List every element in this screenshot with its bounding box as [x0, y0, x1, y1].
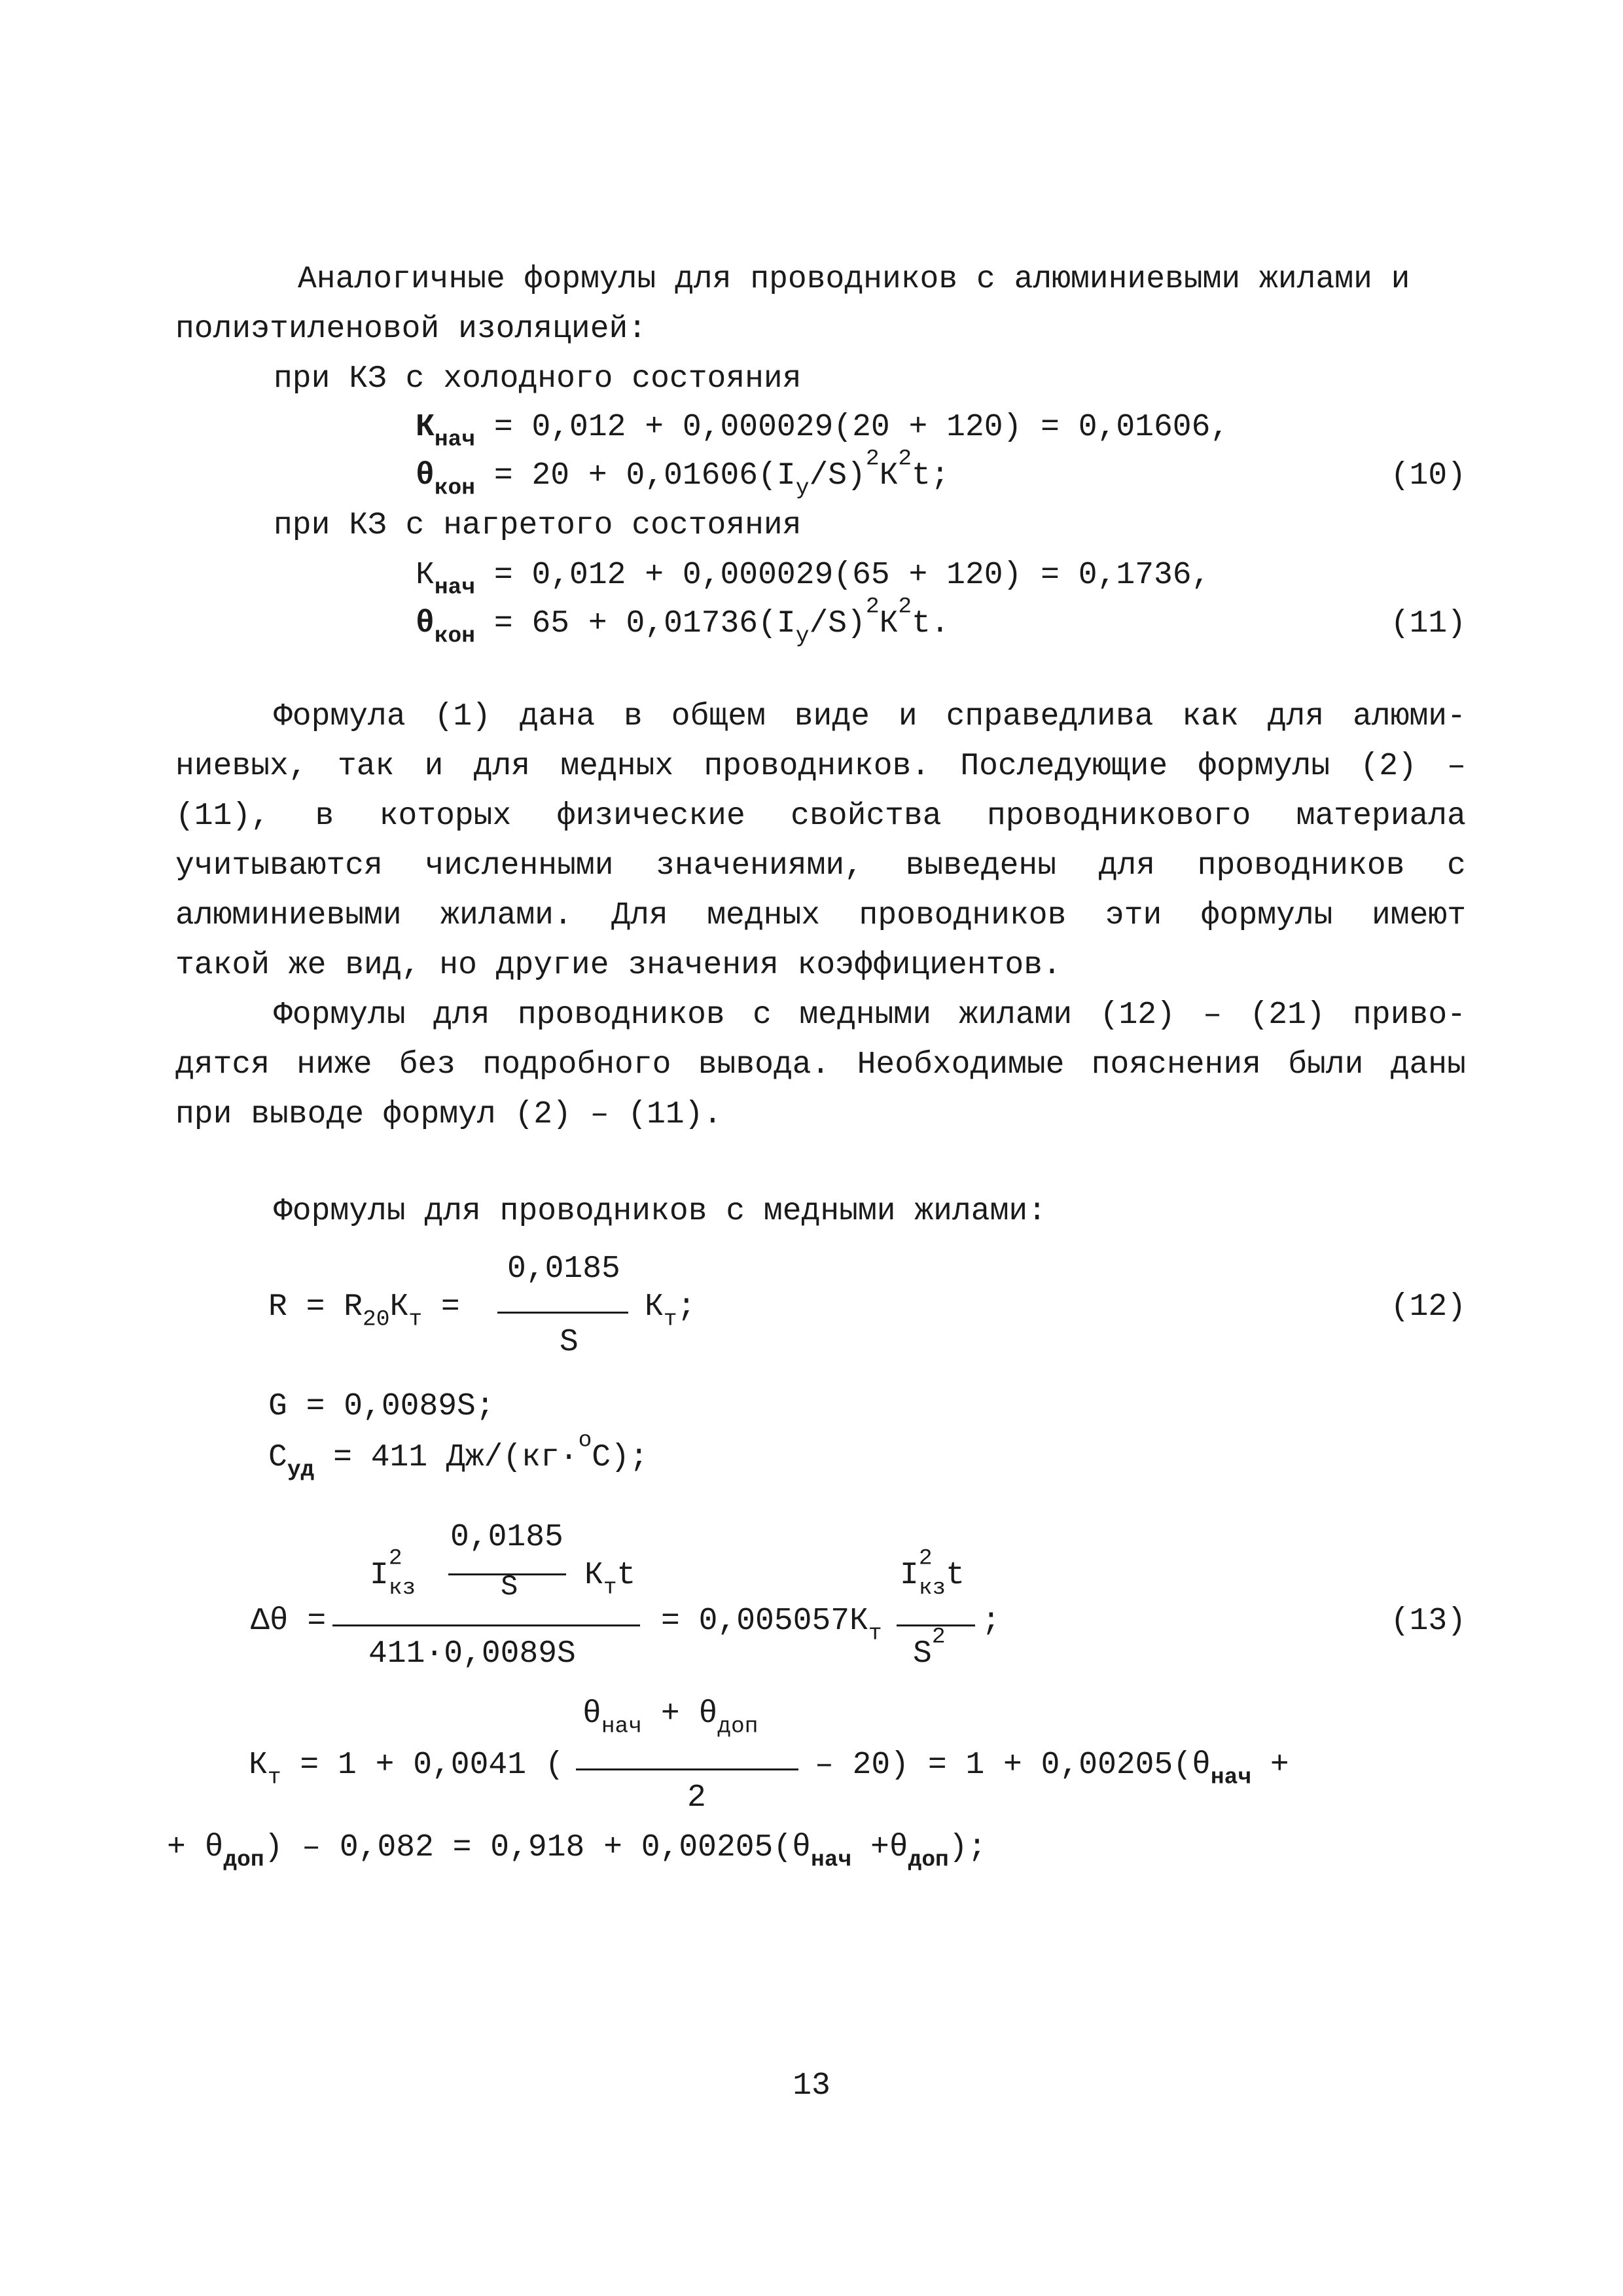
- word: в: [315, 798, 334, 834]
- word: проводников: [859, 898, 1067, 933]
- word: –: [1447, 749, 1466, 784]
- word: материала: [1296, 798, 1466, 834]
- page-number: 13: [793, 2068, 830, 2104]
- word: с: [1447, 848, 1466, 884]
- kt-line-2: + $\theta_{доп}) - 0,082 = 0,918 + 0,00205(\theta_{нач} +\theta_{доп})$;: [167, 1830, 987, 1873]
- para1-line-4: [175, 848, 1466, 894]
- word: эти: [1105, 898, 1162, 933]
- eq13-inner-denominator: S: [501, 1571, 518, 1604]
- word: физические: [556, 798, 745, 834]
- word: проводников: [517, 997, 725, 1033]
- intro-line-1: Аналогичные формулы для проводников с алюминиевыми жилами и: [298, 262, 1410, 297]
- word: ниже: [296, 1047, 372, 1083]
- word: жилами: [959, 997, 1073, 1033]
- intro-line-2: полиэтиленовой изоляцией:: [175, 312, 647, 347]
- eq12-denominator: S: [560, 1325, 579, 1360]
- c-formula: $С_{уд} = 411$ Дж/(кг·$^о$С);: [268, 1427, 649, 1483]
- equation-number-11: (11): [1390, 606, 1466, 641]
- word: алюми-: [1353, 699, 1466, 734]
- copper-heading: Формулы для проводников с медными жилами:: [274, 1194, 1046, 1229]
- para1-line-6: такой же вид, но другие значения коэффициентов.: [175, 948, 1061, 983]
- para1-line-5: [175, 898, 1466, 944]
- para1-line-2: [175, 749, 1466, 795]
- hot-heading: при КЗ с нагретого состояния: [274, 508, 802, 543]
- word: численными: [425, 848, 614, 884]
- word: значениями,: [656, 848, 863, 884]
- word: медных: [560, 749, 674, 784]
- para2-line-3: при выводе формул (2) – (11).: [175, 1097, 722, 1132]
- word: Последующие: [960, 749, 1168, 784]
- word: без: [399, 1047, 456, 1083]
- word: ниевых,: [175, 749, 308, 784]
- word: (2): [1360, 749, 1417, 784]
- word: медных: [707, 898, 821, 933]
- theta-symbol: θ: [416, 606, 435, 641]
- word: общем: [671, 699, 766, 734]
- word: (1): [434, 699, 491, 734]
- para2-line-1: [274, 997, 1466, 1043]
- hot-k-formula: [416, 558, 1211, 601]
- theta-subscript: кон: [434, 475, 476, 501]
- word: проводников.: [704, 749, 931, 784]
- word: формулы: [1200, 898, 1333, 933]
- k-symbol: К: [416, 558, 435, 593]
- word: для: [433, 997, 490, 1033]
- equation-number-13: (13): [1390, 1604, 1466, 1639]
- theta-subscript: кон: [434, 623, 476, 649]
- word: так: [337, 749, 395, 784]
- word: проводников: [1197, 848, 1405, 884]
- word: свойства: [791, 798, 942, 834]
- word: Формулы: [274, 997, 406, 1033]
- word: и: [898, 699, 918, 734]
- word: приво-: [1353, 997, 1466, 1033]
- eq13-denominator: 411·0,0089S: [368, 1636, 576, 1672]
- k-subscript: нач: [434, 427, 476, 453]
- kt-denominator: 2: [687, 1780, 706, 1816]
- equation-number-10: (10): [1390, 458, 1466, 493]
- cold-heading: при КЗ с холодного состояния: [274, 361, 802, 397]
- word: справедлива: [946, 699, 1154, 734]
- para1-line-3: [175, 798, 1466, 844]
- k-symbol: К: [416, 410, 435, 445]
- word: дана: [519, 699, 596, 734]
- cold-k-formula: [416, 410, 1230, 453]
- word: (11),: [175, 798, 270, 834]
- word: для: [473, 749, 531, 784]
- word: подробного: [482, 1047, 671, 1083]
- word: виде: [794, 699, 870, 734]
- word: и: [424, 749, 444, 784]
- word: (12): [1099, 997, 1175, 1033]
- g-formula: G = 0,0089S;: [268, 1389, 495, 1424]
- word: для: [1267, 699, 1325, 734]
- k-rhs: = 0,012 + 0,000029(20 + 120) = 0,01606,: [493, 410, 1230, 445]
- para1-line-1: [274, 699, 1466, 745]
- word: были: [1288, 1047, 1364, 1083]
- kt-fraction-bar: [576, 1768, 798, 1770]
- word: как: [1182, 699, 1239, 734]
- word: для: [1098, 848, 1156, 884]
- eq13-inner-numerator: 0,0185: [450, 1520, 563, 1555]
- word: проводникового: [987, 798, 1251, 834]
- word: имеют: [1371, 898, 1466, 933]
- word: жилами.: [440, 898, 573, 933]
- eq12-numerator: 0,0185: [507, 1251, 620, 1287]
- word: формулы: [1198, 749, 1330, 784]
- word: вывода.: [698, 1047, 830, 1083]
- eq12-fraction-bar: [497, 1312, 628, 1314]
- word: (21): [1249, 997, 1325, 1033]
- word: дятся: [175, 1047, 270, 1083]
- hot-theta-formula: $\theta_{кон} = 65 + 0,01736(I_у/S)^2К^2t$.: [416, 594, 950, 649]
- eq13-fraction-bar: [332, 1624, 640, 1626]
- cold-theta-formula: $\theta_{кон} = 20 + 0,01606(I_у/S)^2К^2t$;: [416, 446, 950, 501]
- word: пояснения: [1091, 1047, 1261, 1083]
- word: даны: [1390, 1047, 1466, 1083]
- word: –: [1203, 997, 1222, 1033]
- para2-line-2: [175, 1047, 1466, 1093]
- word: с: [753, 997, 772, 1033]
- word: Формула: [274, 699, 406, 734]
- equation-number-12: (12): [1390, 1289, 1466, 1325]
- word: в: [624, 699, 643, 734]
- word: которых: [379, 798, 512, 834]
- word: Для: [611, 898, 668, 933]
- word: алюминиевыми: [175, 898, 402, 933]
- word: Необходимые: [857, 1047, 1065, 1083]
- k-subscript: нач: [434, 575, 476, 601]
- word: медными: [799, 997, 931, 1033]
- theta-symbol: θ: [416, 458, 435, 493]
- word: выведены: [905, 848, 1057, 884]
- k-rhs: = 0,012 + 0,000029(65 + 120) = 0,1736,: [493, 558, 1211, 593]
- word: учитываются: [175, 848, 383, 884]
